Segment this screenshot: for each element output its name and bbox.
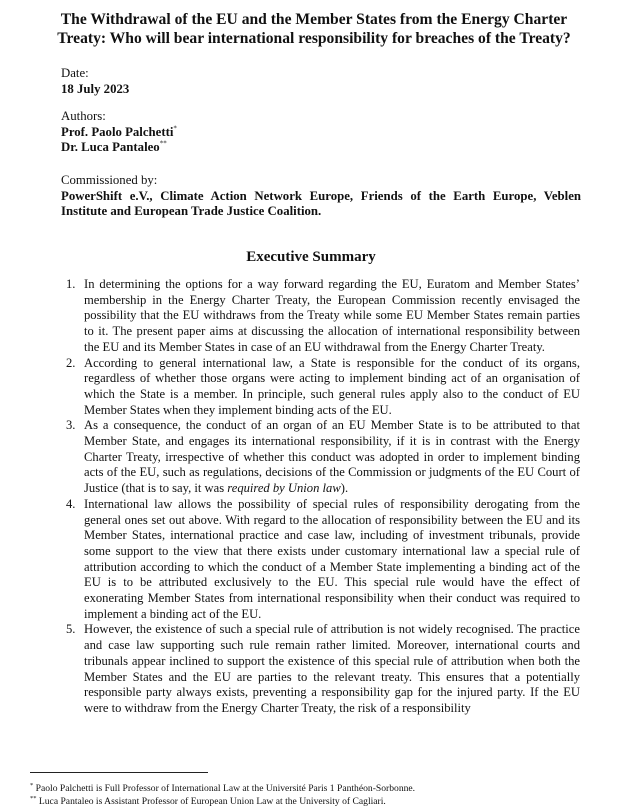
date-block bbox=[61, 66, 129, 97]
authors-label: Authors: bbox=[61, 109, 106, 123]
item-number: 3. bbox=[66, 418, 76, 433]
footnote-mark: * bbox=[30, 782, 34, 789]
footnote-mark: ** bbox=[30, 795, 37, 802]
commissioned-block bbox=[61, 173, 581, 220]
item-number: 5. bbox=[66, 622, 76, 637]
item-text: As a consequence, the conduct of an organ of an EU Member State is to be attributed to that Member State, and engages its international responsibility, if it is in contrast with the Energy Charter Treaty, irrespective of whether this conduct was adopted in order to implement binding acts of the EU, such as regulations, decisions of the Commission or judgments of the EU Court of Justice (that is to say, it was bbox=[84, 418, 580, 496]
authors-block bbox=[61, 109, 177, 156]
item-text: According to general international law, a State is responsible for the conduct of its organs, regardless of whether those organs were acting to implement binding act of an organisation of which the State is a member. In principle, such general rules apply also to the conduct of EU Member States when they implement binding acts of the EU. bbox=[84, 355, 580, 417]
author-name bbox=[61, 140, 177, 156]
author-footnote-mark: ** bbox=[159, 139, 167, 148]
item-number: 4. bbox=[66, 496, 76, 511]
footnote-divider bbox=[30, 772, 208, 773]
item-text: However, the existence of such a special rule of attribution is not widely recognised. The practice and case law supporting such rule remain rather limited. Moreover, international courts and tribunals appear inclined to support the existence of this special rule of attribution when both the Member States and the EU are parties to the relevant treaty. This ensures that a potentially responsible party always exists, preventing a responsibility gap for the injured party. If the EU were to withdraw from the Energy Charter Treaty, the risk of a responsibility bbox=[84, 622, 580, 715]
author-name bbox=[61, 125, 177, 141]
list-item bbox=[62, 356, 580, 419]
date-value: 18 July 2023 bbox=[61, 81, 130, 96]
author-name-text: Prof. Paolo Palchetti bbox=[61, 124, 174, 139]
footnote-text: Luca Pantaleo is Assistant Professor of European Union Law at the University of Cagliari. bbox=[36, 796, 386, 808]
date-label: Date: bbox=[61, 66, 89, 80]
item-text: In determining the options for a way forward regarding the EU, Euratom and Member States’ membership in the Energy Charter Treaty, the European Commission recently envisaged the possibility that the EU withdraws from the Treaty while some EU Member States remain parties to it. The present paper aims at discussing the allocation of international responsibility between the EU and its Member States in case of an EU withdrawal from the Energy Charter Treaty. bbox=[84, 277, 580, 354]
item-number: 2. bbox=[66, 355, 76, 370]
list-item bbox=[62, 622, 580, 716]
item-text-italic: required by Union law bbox=[227, 481, 341, 496]
footnote-text: Paolo Palchetti is Full Professor of International Law at the Université Paris 1 Panthéon-Sorbonne. bbox=[33, 783, 416, 795]
footnote bbox=[30, 793, 386, 807]
list-item bbox=[62, 497, 580, 623]
section-heading: Executive Summary bbox=[246, 249, 376, 265]
author-footnote-mark: * bbox=[173, 124, 177, 133]
commissioned-by: PowerShift e.V., Climate Action Network Europe, Friends of the Earth Europe, Veblen Institute and European Trade Justice Coalition. bbox=[61, 188, 581, 218]
summary-list bbox=[62, 277, 580, 717]
item-number: 1. bbox=[66, 277, 76, 291]
list-item bbox=[62, 418, 580, 497]
list-item bbox=[62, 277, 580, 356]
commissioned-label: Commissioned by: bbox=[61, 173, 158, 187]
item-text-end: ). bbox=[340, 481, 349, 496]
author-name-text: Dr. Luca Pantaleo bbox=[61, 140, 160, 154]
item-text: International law allows the possibility of special rules of responsibility derogating from the general ones set out above. With regard to the allocation of responsibility between the EU and its Member States, international practice and case law, including of investment tribunals, provide some support to the view that there exists under customary international law a special rule of attribution according to which the conduct of a Member State implementing a binding act of the EU is to be attributed exclusively to the EU. This special rule would have the effect of exonerating Member States from international responsibility when their conduct was required to implement a binding act of the EU. bbox=[84, 496, 580, 621]
document-title: The Withdrawal of the EU and the Member States from the Energy Charter Treaty: Who will bear international responsibility for breaches of the Treaty? bbox=[57, 11, 571, 47]
